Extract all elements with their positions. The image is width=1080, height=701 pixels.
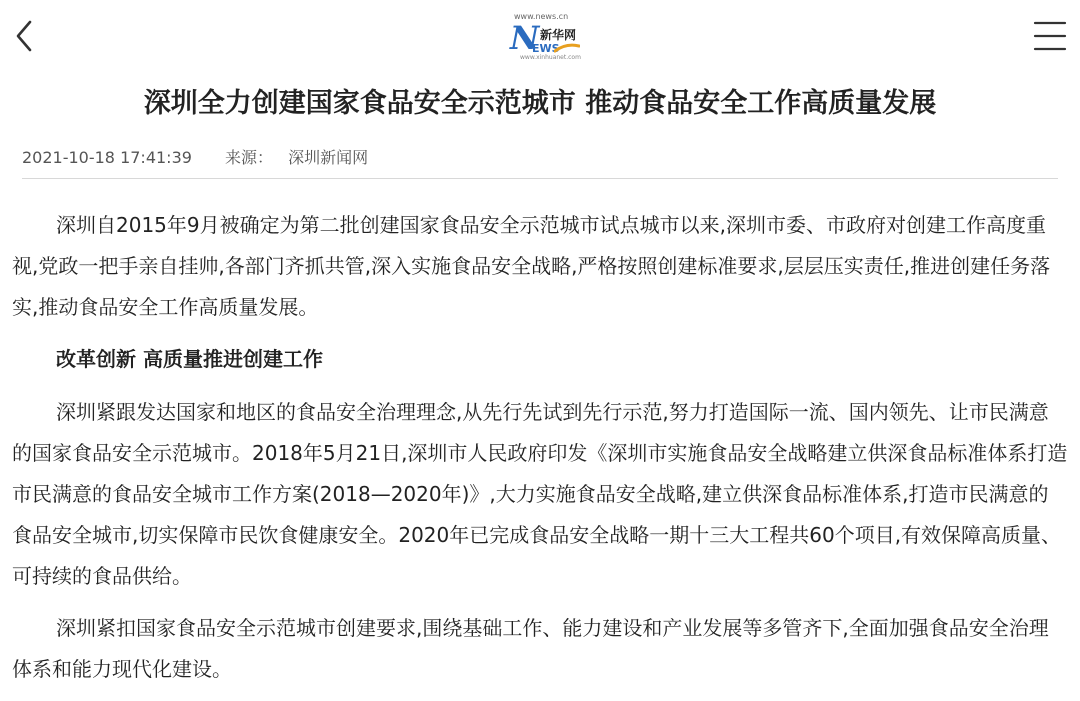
hamburger-menu-icon [1032, 18, 1068, 54]
logo-url: www.news.cn [514, 12, 569, 21]
paragraph: 深圳紧扣国家食品安全示范城市创建要求,围绕基础工作、能力建设和产业发展等多管齐下,全面加强食品安全治理体系和能力现代化建设。 [12, 616, 1049, 681]
logo-swoosh-icon [554, 42, 580, 54]
source-link[interactable]: 深圳新闻网 [288, 148, 369, 167]
logo-letters: EWS [532, 42, 560, 55]
divider [22, 178, 1058, 179]
top-bar [0, 0, 1080, 72]
logo-letter-n: N [510, 19, 540, 57]
back-button[interactable] [8, 16, 44, 56]
xinhua-news-logo[interactable] [508, 12, 584, 62]
article-datetime: 2021-10-18 17:41:39 [22, 148, 192, 167]
paragraph: 深圳自2015年9月被确定为第二批创建国家食品安全示范城市试点城市以来,深圳市委、市政府对创建工作高度重视,党政一把手亲自挂帅,各部门齐抓共管,深入实施食品安全战略,严格按照创建标准要求,层层压实责任,推进创建任务落实,推动食品安全工作高质量发展。 [12, 213, 1051, 319]
article-body [12, 205, 1068, 701]
logo-subtitle: www.xinhuanet.com [520, 54, 581, 61]
paragraph: 深圳紧跟发达国家和地区的食品安全治理理念,从先行先试到先行示范,努力打造国际一流、国内领先、让市民满意的国家食品安全示范城市。2018年5月21日,深圳市人民政府印发《深圳市实施食品安全战略建立供深食品标准体系打造市民满意的食品安全城市工作方案(2018—2020年)》,大力实施食品安全战略,建立供深食品标准体系,打造市民满意的食品安全城市,切实保障市民饮食健康安全。2020年已完成食品安全战略一期十三大工程共60个项目,有效保障高质量、可持续的食品供给。 [12, 400, 1068, 588]
menu-button[interactable] [1032, 18, 1068, 54]
source-label: 来源： [225, 148, 274, 167]
logo-chinese-name: 新华网 [540, 28, 577, 42]
article-title: 深圳全力创建国家食品安全示范城市 推动食品安全工作高质量发展 [143, 88, 937, 119]
article-meta [22, 146, 368, 170]
chevron-left-icon [8, 16, 44, 56]
section-heading: 改革创新 高质量推进创建工作 [56, 347, 323, 371]
